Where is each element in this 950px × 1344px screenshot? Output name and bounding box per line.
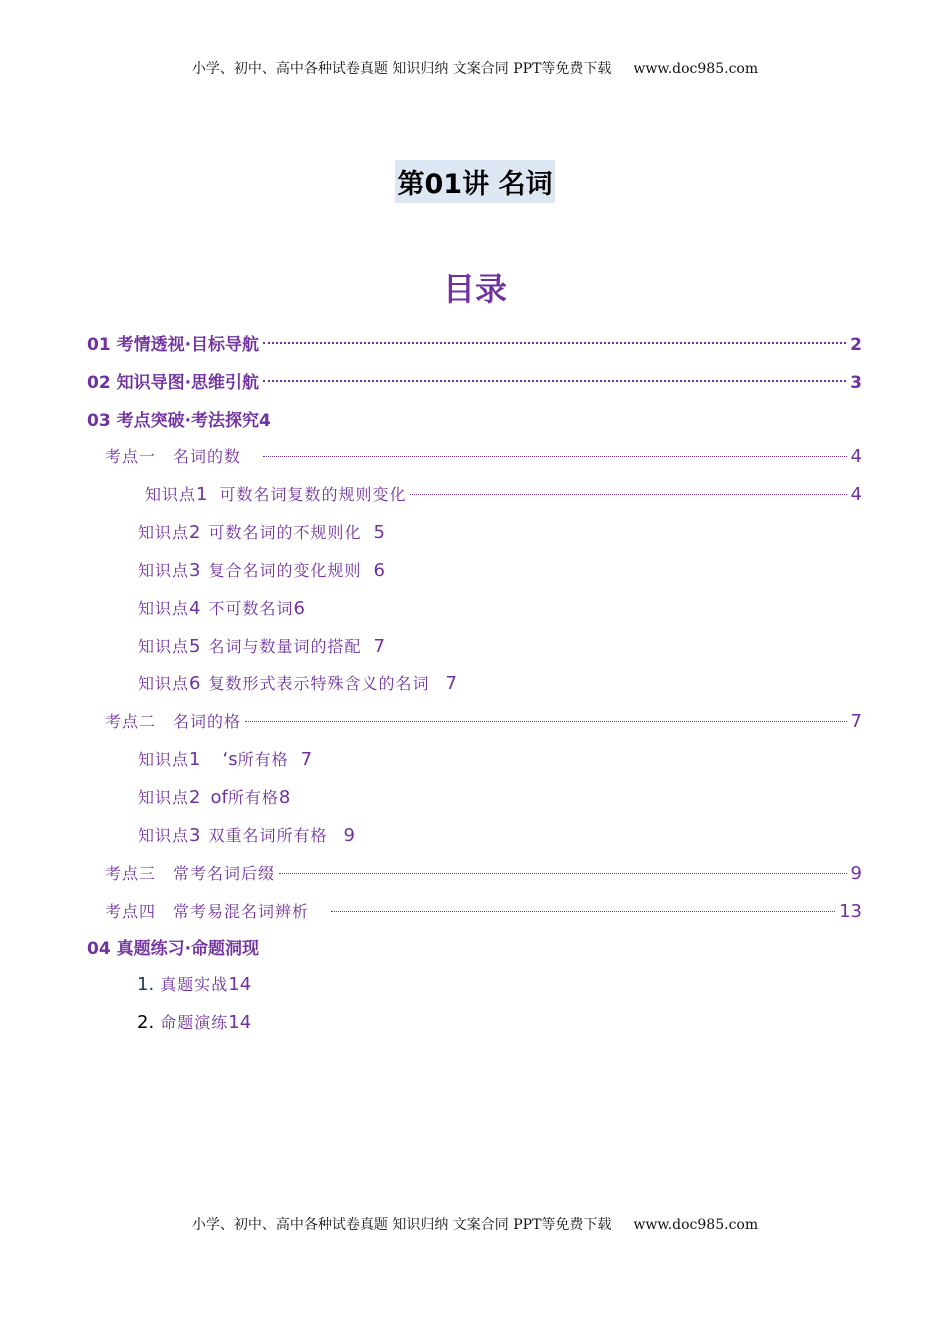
page-header [0,58,950,78]
list-marker: 1. [137,974,155,995]
toc-entry-label-latin: ‘s [222,749,238,770]
page-footer [0,1214,950,1234]
toc-entry-number: 1 [196,484,208,505]
toc-page-number: 4 [259,411,271,431]
toc-heading: 目录 [442,270,507,308]
toc-page-number: 9 [343,825,355,846]
toc-entry-label: 名词与数量词的搭配 [208,637,362,656]
toc-page-number: 9 [850,863,862,884]
toc-entry-practice-2[interactable] [137,1010,251,1033]
toc-entry-label: 双重名词所有格 [208,826,328,845]
toc-entry-zhishidian-2-2[interactable] [138,785,290,808]
toc-entry-number: 4 [189,598,201,619]
toc-page-number: 14 [228,1012,252,1033]
header-site-link[interactable]: www.doc985.com [633,61,759,77]
toc-page-number: 13 [839,901,862,922]
toc-entry-label: 考点四 常考易混名词辨析 [105,902,310,921]
toc-entry-prefix: 知识点 [145,485,197,504]
toc-entry-kaodian-2[interactable] [105,709,862,732]
toc-entry-number: 3 [189,560,201,581]
toc-entry-practice-1[interactable] [137,972,251,995]
list-marker: 2. [137,1012,155,1033]
toc-entry-label: 所有格 [227,788,279,807]
title-container [0,160,950,203]
toc-entry-section-01[interactable] [87,330,862,355]
toc-entry-prefix: 知识点 [138,826,190,845]
footer-text: 小学、初中、高中各种试卷真题 知识归纳 文案合同 PPT等免费下载 [191,1217,612,1233]
toc-page-number: 8 [278,787,291,808]
toc-page-number: 5 [373,522,385,543]
toc-entry-label: 命题演练 [160,1013,229,1032]
toc-entry-kaodian-1[interactable] [105,444,862,467]
toc-entry-section-03[interactable] [87,406,862,431]
dot-leader [263,379,846,382]
toc-entry-label-latin: of [210,787,228,808]
toc-entry-zhishidian-2-3[interactable] [138,823,355,846]
toc-entry-zhishidian-1-3[interactable] [138,558,385,581]
toc-page-number: 2 [850,335,862,355]
footer-site-link[interactable]: www.doc985.com [633,1217,759,1233]
dot-leader [263,341,846,344]
toc-entry-number: 3 [189,825,201,846]
toc-entry-kaodian-4[interactable] [105,899,862,922]
toc-entry-prefix: 知识点 [138,637,190,656]
toc-entry-prefix: 知识点 [138,523,190,542]
toc-entry-number: 2 [189,787,201,808]
toc-entry-label: 04 真题练习·命题洞现 [87,939,260,959]
toc-entry-zhishidian-2-1[interactable] [138,747,312,770]
toc-page-number: 6 [293,598,305,619]
toc-entry-number: 5 [189,636,201,657]
toc-entry-prefix: 知识点 [138,599,190,618]
dot-leader [331,910,835,912]
toc-entry-kaodian-3[interactable] [105,861,862,884]
toc-entry-section-02[interactable] [87,368,862,393]
toc-entry-prefix: 知识点 [138,561,190,580]
dot-leader [245,720,847,722]
toc-page-number: 4 [850,446,862,467]
toc-entry-number: 6 [189,673,201,694]
toc-page-number: 7 [850,711,862,732]
toc-entry-prefix: 知识点 [138,674,190,693]
toc-entry-prefix: 知识点 [138,750,190,769]
toc-page-number: 14 [228,974,252,995]
toc-entry-label: 所有格 [237,750,289,769]
toc-entry-label: 复数形式表示特殊含义的名词 [208,674,430,693]
toc-entry-label: 02 知识导图·思维引航 [87,373,260,393]
toc-entry-label: 考点一 名词的数 [105,447,242,466]
toc-page-number: 7 [445,673,457,694]
toc-entry-label: 考点三 常考名词后缀 [105,864,276,883]
toc-entry-label: 可数名词的不规则化 [208,523,362,542]
toc-entry-label: 可数名词复数的规则变化 [219,485,407,504]
toc-entry-zhishidian-1-4[interactable] [138,596,305,619]
toc-page-number: 7 [373,636,385,657]
toc-entry-section-04[interactable] [87,934,862,959]
toc-page-number: 3 [850,373,862,393]
toc-entry-zhishidian-1-5[interactable] [138,634,385,657]
dot-leader [410,493,846,495]
toc-entry-label: 01 考情透视·目标导航 [87,335,260,355]
header-text: 小学、初中、高中各种试卷真题 知识归纳 文案合同 PPT等免费下载 [191,61,612,77]
toc-page-number: 7 [300,749,313,770]
toc-entry-zhishidian-1-1[interactable] [145,482,862,505]
dot-leader [279,872,847,874]
toc-entry-label: 真题实战 [160,975,229,994]
toc-entry-label: 复合名词的变化规则 [208,561,362,580]
toc-entry-label: 考点二 名词的格 [105,712,242,731]
toc-entry-zhishidian-1-2[interactable] [138,520,385,543]
toc-page-number: 6 [373,560,385,581]
toc-entry-zhishidian-1-6[interactable] [138,671,457,694]
toc-entry-number: 2 [189,522,201,543]
toc-entry-number: 1 [189,749,201,770]
toc-page-number: 4 [850,484,862,505]
page-title: 第01讲 名词 [395,160,556,203]
toc-entry-label: 不可数名词 [208,599,294,618]
dot-leader [263,455,847,457]
toc-entry-prefix: 知识点 [138,788,190,807]
toc-entry-label: 03 考点突破·考法探究 [87,411,260,431]
